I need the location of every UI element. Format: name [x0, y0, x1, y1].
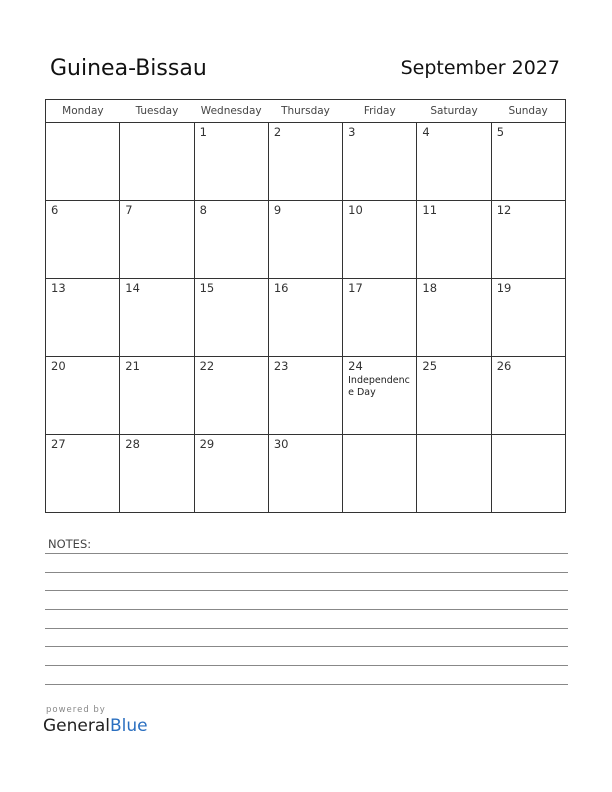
day-cell [491, 123, 565, 201]
day-cell [120, 357, 194, 435]
day-cell [417, 201, 491, 279]
calendar-country-title: Guinea-Bissau [50, 56, 207, 81]
day-cell [491, 357, 565, 435]
day-number: 12 [496, 203, 512, 217]
note-line [45, 609, 568, 610]
day-cell [268, 201, 342, 279]
day-number: 5 [496, 125, 505, 139]
day-number: 1 [199, 125, 207, 139]
day-number: 9 [273, 203, 282, 217]
weekday-header: Friday [343, 100, 417, 123]
weekday-header-row [46, 100, 566, 123]
generalblue-logo [43, 716, 148, 736]
day-number: 2 [273, 125, 282, 139]
day-cell [120, 123, 194, 201]
day-number: 22 [199, 359, 215, 373]
calendar-grid [45, 99, 566, 513]
day-cell [343, 279, 417, 357]
day-cell [46, 279, 120, 357]
day-cell [417, 357, 491, 435]
note-line [45, 590, 568, 591]
day-cell [417, 435, 491, 513]
day-cell [194, 435, 268, 513]
day-cell [343, 435, 417, 513]
weekday-header: Sunday [491, 100, 565, 123]
notes-label: NOTES: [48, 537, 92, 551]
day-cell [46, 357, 120, 435]
day-cell [417, 123, 491, 201]
day-number: 21 [125, 359, 140, 373]
powered-by-text: powered by [46, 705, 106, 715]
holiday-label: Independence Day [348, 375, 410, 398]
day-cell [268, 123, 342, 201]
day-number: 20 [51, 359, 66, 373]
day-number: 15 [199, 281, 215, 295]
day-number: 6 [51, 203, 59, 217]
day-cell [194, 123, 268, 201]
day-number: 3 [348, 125, 356, 139]
day-cell [46, 123, 120, 201]
day-cell [268, 279, 342, 357]
day-number: 16 [273, 281, 289, 295]
day-cell [491, 279, 565, 357]
day-cell [491, 201, 565, 279]
day-cell [194, 279, 268, 357]
brand-blue: Blue [110, 716, 148, 736]
day-cell [343, 357, 417, 435]
day-cell [417, 279, 491, 357]
day-number: 24 [348, 359, 363, 373]
weekday-header: Thursday [268, 100, 342, 123]
week-row [46, 279, 566, 357]
week-row [46, 123, 566, 201]
weekday-header: Monday [46, 100, 120, 123]
day-cell [268, 435, 342, 513]
day-number: 27 [51, 437, 66, 451]
day-cell [46, 435, 120, 513]
weekday-header: Tuesday [120, 100, 194, 123]
note-line [45, 684, 568, 685]
day-cell [46, 201, 120, 279]
day-number: 10 [348, 203, 363, 217]
weekday-header: Saturday [417, 100, 491, 123]
day-number: 25 [422, 359, 438, 373]
day-cell [343, 201, 417, 279]
day-number: 30 [273, 437, 289, 451]
note-line [45, 646, 568, 647]
week-row [46, 357, 566, 435]
day-number: 17 [348, 281, 363, 295]
note-line [45, 665, 568, 666]
day-number: 7 [125, 203, 133, 217]
day-number: 23 [273, 359, 289, 373]
note-line [45, 572, 568, 573]
day-cell [491, 435, 565, 513]
calendar-month-year: September 2027 [400, 57, 560, 79]
day-cell [268, 357, 342, 435]
week-row [46, 435, 566, 513]
day-number: 11 [422, 203, 438, 217]
day-number: 14 [125, 281, 140, 295]
day-cell [120, 201, 194, 279]
day-number: 13 [51, 281, 66, 295]
day-number: 18 [422, 281, 438, 295]
day-cell [194, 357, 268, 435]
day-cell [120, 279, 194, 357]
day-number: 8 [199, 203, 207, 217]
day-number: 29 [199, 437, 215, 451]
day-cell [120, 435, 194, 513]
day-number: 19 [496, 281, 512, 295]
note-line [45, 628, 568, 629]
day-cell [194, 201, 268, 279]
brand-general: General [43, 716, 110, 736]
day-number: 4 [422, 125, 430, 139]
week-row [46, 201, 566, 279]
weekday-header: Wednesday [194, 100, 268, 123]
day-number: 28 [125, 437, 140, 451]
day-number: 26 [496, 359, 512, 373]
note-line [45, 553, 568, 554]
day-cell [343, 123, 417, 201]
